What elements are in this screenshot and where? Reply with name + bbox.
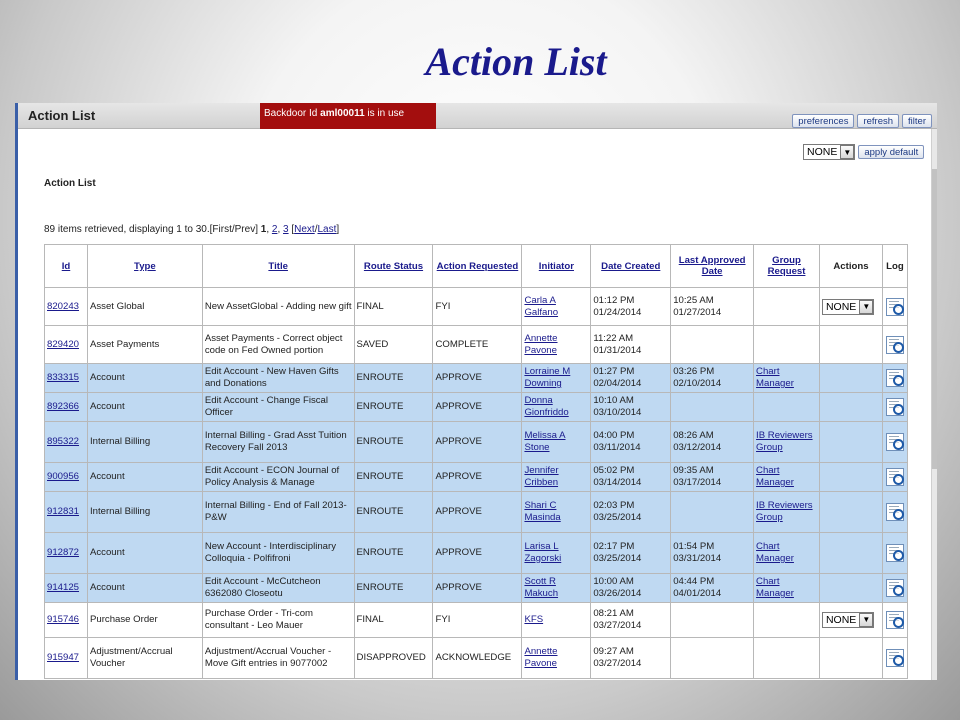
row-group-cell (754, 574, 820, 603)
row-log-cell (882, 364, 907, 393)
table-row (45, 364, 908, 393)
row-last-approved: 03:26 PM 02/10/2014 (671, 364, 754, 393)
row-last-approved (671, 393, 754, 422)
row-action-requested: FYI (433, 603, 522, 638)
table-row (45, 422, 908, 463)
row-actions-cell (819, 463, 882, 492)
row-group-cell (754, 326, 820, 364)
row-id-cell (45, 463, 88, 492)
row-last-approved: 08:26 AM 03/12/2014 (671, 422, 754, 463)
row-title: Edit Account - New Haven Gifts and Donations (202, 364, 354, 393)
row-id-cell (45, 638, 88, 679)
row-last-approved: 09:35 AM 03/17/2014 (671, 463, 754, 492)
table-row (45, 638, 908, 679)
document-id-link[interactable]: 829420 (47, 338, 80, 350)
document-id-link[interactable]: 914125 (47, 582, 80, 593)
document-id-link[interactable]: 912872 (47, 547, 80, 558)
row-log-cell (882, 326, 907, 364)
log-magnifier-icon[interactable] (886, 649, 904, 667)
initiator-link[interactable]: Annette Pavone (524, 646, 558, 669)
backdoor-suffix: is in use (364, 108, 405, 119)
row-date-created: 10:00 AM 03/26/2014 (591, 574, 671, 603)
top-bar (18, 103, 937, 129)
row-group-cell (754, 533, 820, 574)
table-row (45, 574, 908, 603)
initiator-link[interactable]: KFS (524, 614, 544, 625)
preferences-button[interactable]: preferences (792, 114, 854, 128)
column-header-type[interactable]: Type (87, 245, 202, 288)
row-date-created: 09:27 AM 03/27/2014 (591, 638, 671, 679)
row-date-created: 02:17 PM 03/25/2014 (591, 533, 671, 574)
row-type: Asset Global (87, 288, 202, 326)
row-route-status: ENROUTE (354, 463, 433, 492)
row-type: Internal Billing (87, 422, 202, 463)
backdoor-prefix: Backdoor Id (264, 108, 321, 119)
row-route-status: ENROUTE (354, 393, 433, 422)
row-actions-cell (819, 638, 882, 679)
row-action-requested: APPROVE (433, 492, 522, 533)
row-action-requested: APPROVE (433, 574, 522, 603)
initiator-link[interactable]: Larisa L Zagorski (524, 541, 562, 564)
column-header-route-status[interactable]: Route Status (354, 245, 433, 288)
row-log-cell (882, 603, 907, 638)
column-header-last-approved-date[interactable]: Last Approved Date (671, 245, 754, 288)
row-log-cell (882, 288, 907, 326)
backdoor-banner (260, 103, 436, 129)
row-route-status: FINAL (354, 288, 433, 326)
row-group-cell (754, 422, 820, 463)
row-initiator-cell (522, 326, 591, 364)
row-actions-cell (819, 422, 882, 463)
row-date-created: 10:10 AM 03/10/2014 (591, 393, 671, 422)
row-initiator-cell (522, 533, 591, 574)
column-header-actions: Actions (819, 245, 882, 288)
row-title: New AssetGlobal - Adding new gift (202, 288, 354, 326)
row-last-approved (671, 326, 754, 364)
row-last-approved: 10:25 AM 01/27/2014 (671, 288, 754, 326)
log-magnifier-icon[interactable] (886, 369, 904, 387)
document-id-link[interactable]: 900956 (47, 471, 80, 482)
document-id-link[interactable]: 820243 (47, 300, 80, 312)
refresh-button[interactable]: refresh (857, 114, 899, 128)
section-label: Action List (44, 178, 96, 189)
delegate-row (803, 144, 924, 160)
row-last-approved: 04:44 PM 04/01/2014 (671, 574, 754, 603)
log-magnifier-icon[interactable] (886, 433, 904, 451)
log-magnifier-icon[interactable] (886, 579, 904, 597)
row-date-created: 01:12 PM 01/24/2014 (591, 288, 671, 326)
row-type: Account (87, 533, 202, 574)
row-title: Internal Billing - End of Fall 2013-P&W (202, 492, 354, 533)
paging-sep: [ (288, 224, 295, 235)
column-header-log: Log (882, 245, 907, 288)
page-2-link[interactable]: 2 (271, 224, 278, 235)
row-actions-cell (819, 326, 882, 364)
column-header-initiator[interactable]: Initiator (522, 245, 591, 288)
action-list-table (44, 244, 908, 679)
row-action-requested: COMPLETE (433, 326, 522, 364)
delegate-select[interactable] (803, 144, 855, 160)
row-initiator-cell (522, 364, 591, 393)
initiator-link[interactable]: Jennifer Cribben (524, 465, 559, 488)
log-magnifier-icon[interactable] (886, 544, 904, 562)
group-request-link[interactable]: IB Reviewers Group (756, 500, 813, 523)
row-id-cell (45, 364, 88, 393)
initiator-link[interactable]: Melissa A Stone (524, 430, 566, 453)
log-magnifier-icon[interactable] (886, 398, 904, 416)
row-title: Asset Payments - Correct object code on Fed Owned portion (202, 326, 354, 364)
row-date-created: 04:00 PM 03/11/2014 (591, 422, 671, 463)
document-id-link[interactable]: 892366 (47, 401, 80, 412)
document-id-link[interactable]: 912831 (47, 506, 80, 517)
row-date-created: 08:21 AM 03/27/2014 (591, 603, 671, 638)
row-title: Edit Account - Change Fiscal Officer (202, 393, 354, 422)
row-route-status: DISAPPROVED (354, 638, 433, 679)
row-initiator-cell (522, 288, 591, 326)
row-initiator-cell (522, 463, 591, 492)
table-row (45, 288, 908, 326)
row-group-cell (754, 288, 820, 326)
row-group-cell (754, 603, 820, 638)
group-request-link[interactable]: Chart Manager (756, 366, 794, 389)
table-row (45, 393, 908, 422)
row-title: New Account - Interdisciplinary Colloquia - Polfifroni (202, 533, 354, 574)
row-actions-cell (819, 393, 882, 422)
row-actions-cell (819, 288, 882, 326)
row-actions-cell (819, 364, 882, 393)
log-magnifier-icon[interactable] (886, 298, 904, 316)
row-actions-cell (819, 603, 882, 638)
table-row (45, 463, 908, 492)
row-route-status: SAVED (354, 326, 433, 364)
row-action-select-value: NONE (825, 300, 857, 313)
row-type: Account (87, 393, 202, 422)
app-title: Action List (28, 108, 96, 123)
row-route-status: ENROUTE (354, 574, 433, 603)
table-row (45, 533, 908, 574)
initiator-link[interactable]: Annette Pavone (524, 332, 558, 356)
row-type: Purchase Order (87, 603, 202, 638)
next-link[interactable]: Next (294, 224, 315, 235)
log-magnifier-icon[interactable] (886, 336, 904, 354)
row-initiator-cell (522, 574, 591, 603)
page-3-link[interactable]: 3 (283, 224, 289, 235)
row-route-status: ENROUTE (354, 492, 433, 533)
log-magnifier-icon[interactable] (886, 503, 904, 521)
row-log-cell (882, 422, 907, 463)
document-id-link[interactable]: 833315 (47, 372, 80, 383)
row-initiator-cell (522, 422, 591, 463)
row-type: Account (87, 574, 202, 603)
scrollbar-thumb[interactable] (932, 169, 937, 469)
row-log-cell (882, 393, 907, 422)
document-id-link[interactable]: 915746 (47, 614, 80, 625)
row-log-cell (882, 492, 907, 533)
row-action-requested: APPROVE (433, 533, 522, 574)
row-date-created: 05:02 PM 03/14/2014 (591, 463, 671, 492)
group-request-link[interactable]: Chart Manager (756, 541, 794, 564)
row-type: Internal Billing (87, 492, 202, 533)
row-type: Account (87, 463, 202, 492)
column-header-date-created[interactable]: Date Created (591, 245, 671, 288)
slide-title: Action List (425, 39, 607, 84)
row-id-cell (45, 326, 88, 364)
row-id-cell (45, 492, 88, 533)
chevron-down-icon: ▼ (859, 300, 873, 314)
row-action-select[interactable] (822, 299, 874, 315)
row-actions-cell (819, 492, 882, 533)
row-id-cell (45, 533, 88, 574)
paging-sep: / (314, 224, 318, 235)
table-row (45, 603, 908, 638)
row-action-requested: FYI (433, 288, 522, 326)
last-link[interactable]: Last (317, 224, 337, 235)
chevron-down-icon: ▼ (859, 613, 873, 627)
row-initiator-cell (522, 492, 591, 533)
backdoor-user: aml00011 (320, 108, 365, 119)
row-type: Adjustment/Accrual Voucher (87, 638, 202, 679)
row-type: Account (87, 364, 202, 393)
document-id-link[interactable]: 915947 (47, 652, 80, 663)
table-row (45, 326, 908, 364)
row-action-requested: ACKNOWLEDGE (433, 638, 522, 679)
initiator-link[interactable]: Scott R Makuch (524, 576, 559, 599)
row-date-created: 02:03 PM 03/25/2014 (591, 492, 671, 533)
row-log-cell (882, 463, 907, 492)
initiator-link[interactable]: Carla A Galfano (524, 294, 559, 318)
row-title: Edit Account - McCutcheon 6362080 Closeotu (202, 574, 354, 603)
row-last-approved (671, 638, 754, 679)
row-log-cell (882, 533, 907, 574)
row-action-select[interactable] (822, 612, 874, 628)
row-id-cell (45, 288, 88, 326)
row-route-status: ENROUTE (354, 422, 433, 463)
column-header-id[interactable]: Id (45, 245, 88, 288)
row-route-status: ENROUTE (354, 533, 433, 574)
row-action-requested: APPROVE (433, 364, 522, 393)
app-window (15, 103, 937, 680)
log-magnifier-icon[interactable] (886, 468, 904, 486)
group-request-link[interactable]: IB Reviewers Group (756, 430, 813, 453)
paging-sep: , (266, 224, 272, 235)
row-action-requested: APPROVE (433, 393, 522, 422)
row-title: Purchase Order - Tri-com consultant - Leo Mauer (202, 603, 354, 638)
paging-sep: , (277, 224, 284, 235)
row-route-status: FINAL (354, 603, 433, 638)
row-actions-cell (819, 533, 882, 574)
row-action-select-value: NONE (825, 614, 857, 626)
row-last-approved (671, 492, 754, 533)
row-id-cell (45, 574, 88, 603)
column-header-title[interactable]: Title (202, 245, 354, 288)
row-group-cell (754, 638, 820, 679)
row-initiator-cell (522, 393, 591, 422)
row-date-created: 01:27 PM 02/04/2014 (591, 364, 671, 393)
paging-sep: ] (336, 224, 340, 235)
scrollbar[interactable] (931, 129, 937, 680)
row-group-cell (754, 463, 820, 492)
row-type: Asset Payments (87, 326, 202, 364)
row-action-requested: APPROVE (433, 463, 522, 492)
initiator-link[interactable]: Donna Gionfriddo (524, 395, 569, 418)
row-group-cell (754, 364, 820, 393)
row-route-status: ENROUTE (354, 364, 433, 393)
row-last-approved: 01:54 PM 03/31/2014 (671, 533, 754, 574)
log-magnifier-icon[interactable] (886, 611, 904, 629)
column-header-group-request[interactable]: Group Request (754, 245, 820, 288)
row-title: Internal Billing - Grad Asst Tuition Recovery Fall 2013 (202, 422, 354, 463)
group-request-link[interactable]: Chart Manager (756, 465, 794, 488)
row-title: Adjustment/Accrual Voucher - Move Gift entries in 9077002 (202, 638, 354, 679)
row-initiator-cell (522, 603, 591, 638)
row-group-cell (754, 393, 820, 422)
table-row (45, 492, 908, 533)
paging-summary (44, 224, 339, 235)
column-header-action-requested[interactable]: Action Requested (433, 245, 522, 288)
paging-text: 89 items retrieved, displaying 1 to 30.[First/Prev] (44, 224, 261, 235)
chevron-down-icon: ▼ (840, 145, 854, 159)
filter-button[interactable]: filter (902, 114, 932, 128)
initiator-link[interactable]: Lorraine M Downing (524, 366, 571, 389)
paging-current: 1 (260, 224, 267, 235)
row-actions-cell (819, 574, 882, 603)
row-id-cell (45, 603, 88, 638)
row-id-cell (45, 422, 88, 463)
top-button-group (792, 114, 932, 128)
row-action-requested: APPROVE (433, 422, 522, 463)
row-group-cell (754, 492, 820, 533)
row-last-approved (671, 603, 754, 638)
delegate-select-value: NONE (807, 146, 838, 158)
apply-default-button[interactable]: apply default (858, 145, 924, 159)
row-log-cell (882, 638, 907, 679)
row-initiator-cell (522, 638, 591, 679)
row-id-cell (45, 393, 88, 422)
initiator-link[interactable]: Shari C Masinda (524, 500, 561, 523)
row-log-cell (882, 574, 907, 603)
group-request-link[interactable]: Chart Manager (756, 576, 794, 599)
row-title: Edit Account - ECON Journal of Policy Analysis & Manage (202, 463, 354, 492)
document-id-link[interactable]: 895322 (47, 436, 80, 447)
row-date-created: 11:22 AM 01/31/2014 (591, 326, 671, 364)
